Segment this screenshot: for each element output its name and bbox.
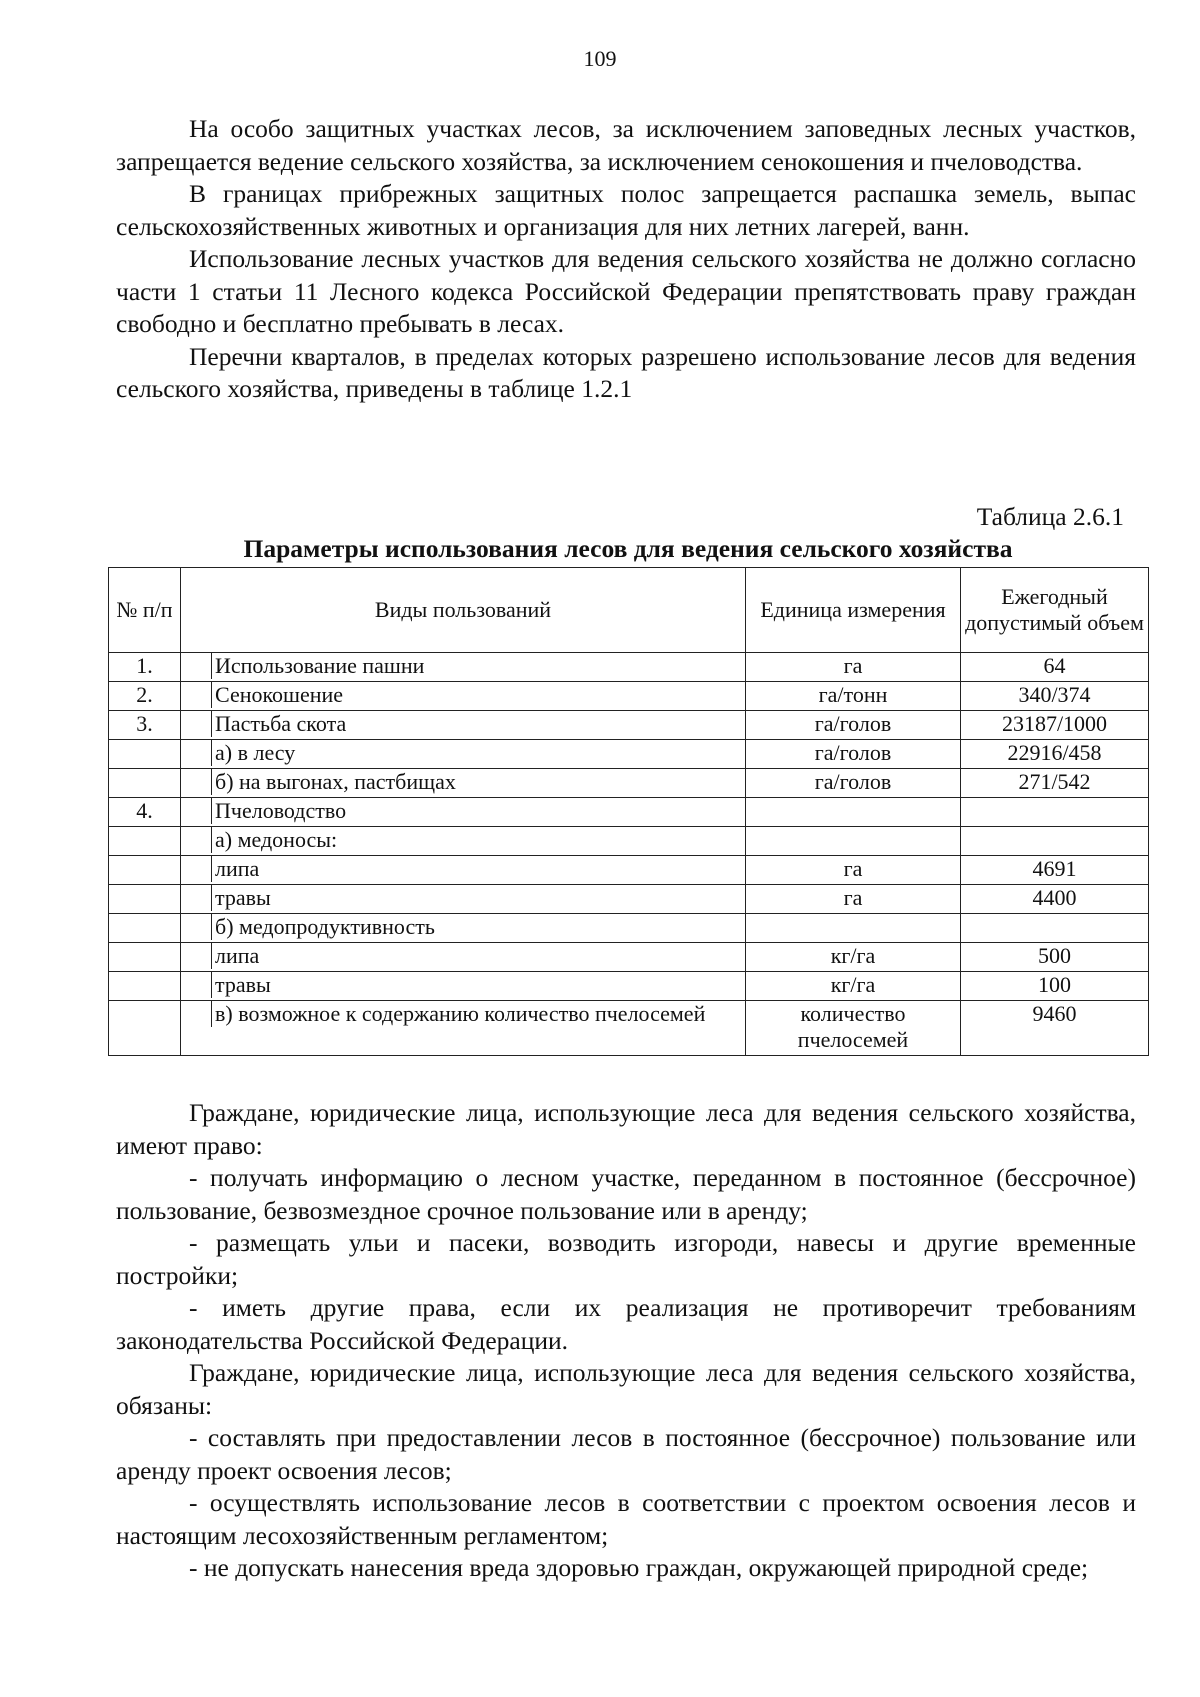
table-row xyxy=(109,769,1149,798)
row-value: 100 xyxy=(961,972,1149,1001)
row-name: а) в лесу xyxy=(211,740,745,766)
paragraph: Граждане, юридические лица, использующие леса для ведения сельского хозяйства, обязаны: xyxy=(116,1358,1136,1420)
row-value xyxy=(961,914,1149,943)
row-name: травы xyxy=(211,972,745,998)
row-unit xyxy=(746,827,961,856)
row-name-cell xyxy=(181,885,746,914)
paragraph: - составлять при предоставлении лесов в постоянное (бессрочное) пользование или аренду проект освоения лесов; xyxy=(116,1423,1136,1485)
table-header-row xyxy=(109,568,1149,653)
row-name: а) медоносы: xyxy=(211,827,745,853)
table-label: Таблица 2.6.1 xyxy=(976,502,1124,531)
row-unit: га xyxy=(746,885,961,914)
row-value xyxy=(961,827,1149,856)
row-name: липа xyxy=(211,856,745,882)
row-num xyxy=(109,943,181,972)
row-num: 1. xyxy=(109,653,181,682)
table-row xyxy=(109,1001,1149,1056)
row-num xyxy=(109,1001,181,1056)
table-row xyxy=(109,885,1149,914)
header-unit: Единица измерения xyxy=(746,568,961,653)
row-name: травы xyxy=(211,885,745,911)
row-num: 2. xyxy=(109,682,181,711)
table-row xyxy=(109,972,1149,1001)
row-unit: га/голов xyxy=(746,740,961,769)
row-value: 64 xyxy=(961,653,1149,682)
row-unit: га/голов xyxy=(746,769,961,798)
paragraph: - размещать ульи и пасеки, возводить изгороди, навесы и другие временные постройки; xyxy=(116,1228,1136,1290)
row-name-cell xyxy=(181,769,746,798)
row-unit xyxy=(746,914,961,943)
table-row xyxy=(109,943,1149,972)
row-name: б) на выгонах, пастбищах xyxy=(211,769,745,795)
row-unit xyxy=(746,798,961,827)
table-row xyxy=(109,740,1149,769)
row-num xyxy=(109,827,181,856)
row-value: 9460 xyxy=(961,1001,1149,1056)
row-num xyxy=(109,972,181,1001)
row-unit: кг/га xyxy=(746,972,961,1001)
row-unit: кг/га xyxy=(746,943,961,972)
row-value: 500 xyxy=(961,943,1149,972)
table-row xyxy=(109,798,1149,827)
params-table xyxy=(108,567,1149,1056)
row-num: 3. xyxy=(109,711,181,740)
row-name: липа xyxy=(211,943,745,969)
row-name-cell xyxy=(181,711,746,740)
paragraph: - иметь другие права, если их реализация не противоречит требованиям законодательства Российской Федерации. xyxy=(116,1293,1136,1355)
row-unit: га/голов xyxy=(746,711,961,740)
row-name-cell xyxy=(181,682,746,711)
table-title: Параметры использования лесов для ведения сельского хозяйства xyxy=(243,534,1013,563)
table-row xyxy=(109,711,1149,740)
table-row xyxy=(109,827,1149,856)
row-name: Пастьба скота xyxy=(211,711,745,737)
paragraph: Использование лесных участков для ведения сельского хозяйства не должно согласно части 1 статьи 11 Лесного кодекса Российской Федерации препятствовать праву граждан свободно и бесплатно пребывать в лесах. xyxy=(116,244,1136,338)
row-name-cell xyxy=(181,914,746,943)
table-row xyxy=(109,914,1149,943)
page-number: 109 xyxy=(583,46,617,71)
row-unit: га xyxy=(746,856,961,885)
row-num xyxy=(109,856,181,885)
header-value: Ежегодный допустимый объем xyxy=(961,568,1149,653)
row-value: 23187/1000 xyxy=(961,711,1149,740)
row-name-cell xyxy=(181,827,746,856)
row-num xyxy=(109,885,181,914)
row-name-cell xyxy=(181,1001,746,1056)
row-name-cell xyxy=(181,740,746,769)
table-row xyxy=(109,682,1149,711)
row-unit: га xyxy=(746,653,961,682)
row-num xyxy=(109,769,181,798)
row-name-cell xyxy=(181,653,746,682)
row-value: 340/374 xyxy=(961,682,1149,711)
row-num: 4. xyxy=(109,798,181,827)
row-name: в) возможное к содержанию количество пчелосемей xyxy=(211,1001,745,1027)
row-name: Сенокошение xyxy=(211,682,745,708)
paragraph: На особо защитных участках лесов, за исключением заповедных лесных участков, запрещается ведение сельского хозяйства, за исключением сенокошения и пчеловодства. xyxy=(116,114,1136,176)
paragraph: - получать информацию о лесном участке, переданном в постоянное (бессрочное) пользование, безвозмездное срочное пользование или в аренду; xyxy=(116,1163,1136,1225)
header-name: Виды пользований xyxy=(181,568,746,653)
row-name-cell xyxy=(181,972,746,1001)
paragraph: В границах прибрежных защитных полос запрещается распашка земель, выпас сельскохозяйственных животных и организация для них летних лагерей, ванн. xyxy=(116,179,1136,241)
table-body xyxy=(109,653,1149,1056)
table-row xyxy=(109,653,1149,682)
row-name-cell xyxy=(181,798,746,827)
paragraph: Перечни кварталов, в пределах которых разрешено использование лесов для ведения сельского хозяйства, приведены в таблице 1.2.1 xyxy=(116,341,1136,403)
after-text xyxy=(116,1097,1136,1585)
row-name: Использование пашни xyxy=(211,653,745,679)
row-unit: га/тонн xyxy=(746,682,961,711)
row-value: 4691 xyxy=(961,856,1149,885)
row-value: 4400 xyxy=(961,885,1149,914)
table-row xyxy=(109,856,1149,885)
paragraph: - не допускать нанесения вреда здоровью граждан, окружающей природной среде; xyxy=(189,1553,1089,1582)
intro-text xyxy=(116,113,1136,406)
row-name-cell xyxy=(181,856,746,885)
row-name-cell xyxy=(181,943,746,972)
row-value: 271/542 xyxy=(961,769,1149,798)
paragraph: Граждане, юридические лица, использующие леса для ведения сельского хозяйства, имеют право: xyxy=(116,1098,1136,1160)
paragraph: - осуществлять использование лесов в соответствии с проектом освоения лесов и настоящим лесохозяйственным регламентом; xyxy=(116,1488,1136,1550)
row-value xyxy=(961,798,1149,827)
row-unit: количество пчелосемей xyxy=(746,1001,961,1056)
row-num xyxy=(109,914,181,943)
row-name: б) медопродуктивность xyxy=(211,914,745,940)
row-name: Пчеловодство xyxy=(211,798,745,824)
row-num xyxy=(109,740,181,769)
header-num: № п/п xyxy=(109,568,181,653)
row-value: 22916/458 xyxy=(961,740,1149,769)
